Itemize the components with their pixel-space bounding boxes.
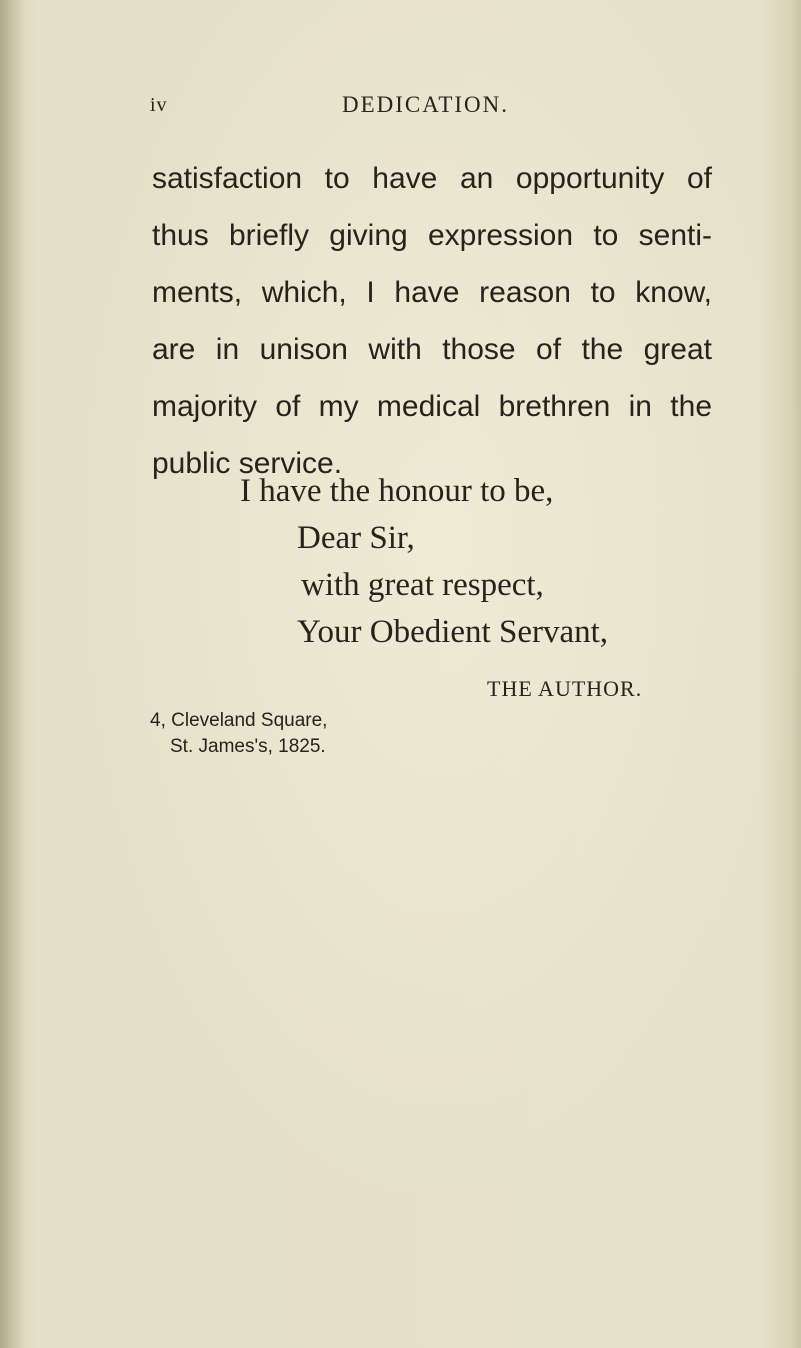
closing-servant-line: Your Obedient Servant,	[297, 614, 609, 650]
text-line: majority of my medical brethren in the	[152, 390, 712, 423]
page-number: iv	[150, 94, 168, 116]
address-line-1: 4, Cleveland Square,	[150, 710, 328, 731]
address-line-2: St. James's, 1825.	[170, 736, 326, 757]
text-line: are in unison with those of the great	[152, 333, 712, 366]
signature: THE AUTHOR.	[487, 676, 643, 701]
closing-respect-line: with great respect,	[301, 567, 544, 603]
spine-shadow	[0, 0, 26, 1348]
closing-salutation: Dear Sir,	[297, 520, 415, 556]
text-line: thus briefly giving expression to senti-	[152, 219, 712, 252]
dedication-paragraph	[152, 150, 712, 492]
text-line: public service.	[152, 447, 343, 480]
page-header	[0, 92, 801, 122]
text-line: satisfaction to have an opportunity of	[152, 162, 712, 195]
running-title: DEDICATION.	[342, 92, 510, 117]
closing-honour-line: I have the honour to be,	[240, 473, 554, 509]
text-line: ments, which, I have reason to know,	[152, 276, 712, 309]
